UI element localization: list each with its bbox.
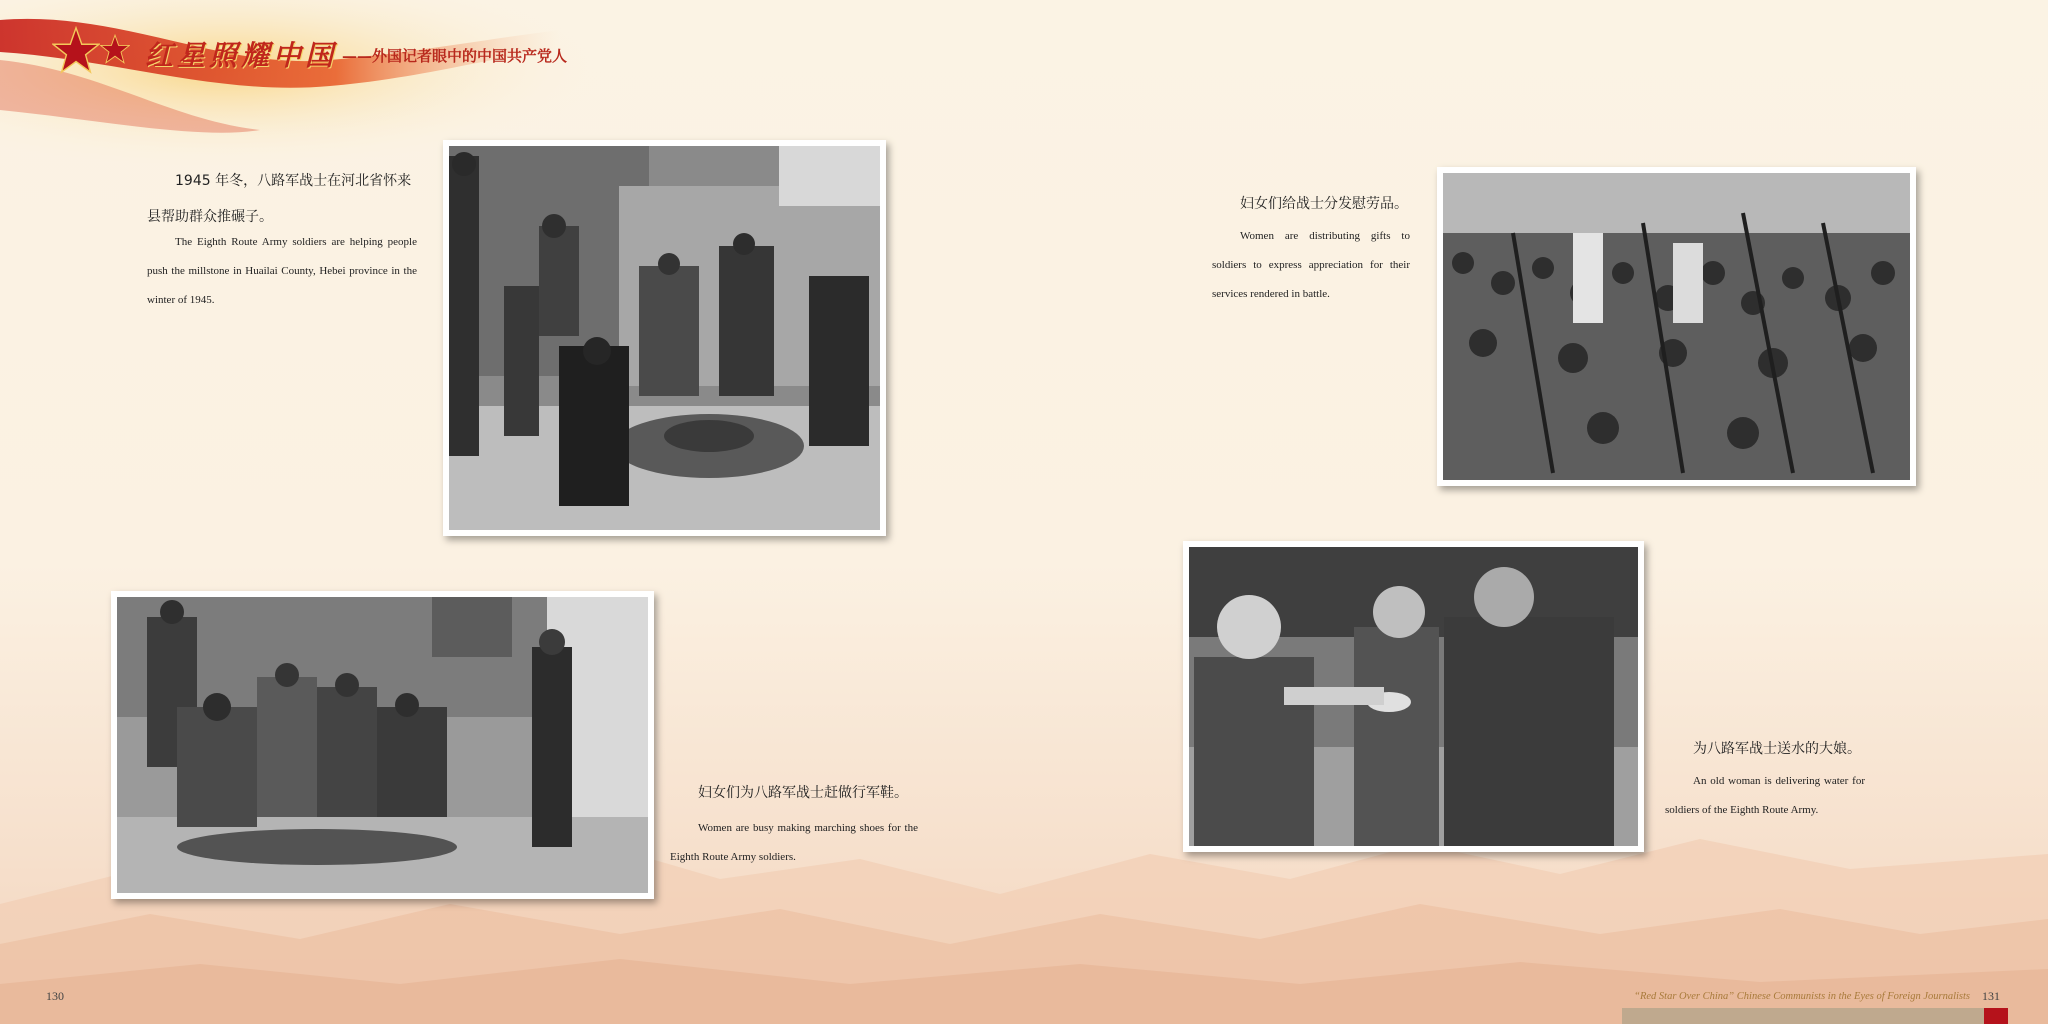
water-photo (1183, 541, 1644, 852)
millstone-photo (443, 140, 886, 536)
page-number-left: 130 (46, 989, 64, 1003)
shoes-photo (111, 591, 654, 899)
running-footer-title: “Red Star Over China” Chinese Communists in the Eyes of Foreign Journalists (1634, 991, 1970, 1002)
shoes-caption-cn: 妇女们为八路军战士赶做行军鞋。 (698, 785, 908, 801)
shoes-caption-en: Women are busy making marching shoes for the Eighth Route Army soldiers. (670, 822, 918, 863)
gifts-caption-cn: 妇女们给战士分发慰劳品。 (1240, 196, 1408, 212)
water-caption-en: An old woman is delivering water for soldiers of the Eighth Route Army. (1665, 775, 1865, 816)
water-caption-cn: 为八路军战士送水的大娘。 (1693, 741, 1861, 757)
footer-bar (1622, 1008, 1984, 1024)
page-number-right: 131 (1982, 989, 2000, 1003)
gifts-photo (1437, 167, 1916, 486)
footer-red-block (1984, 1008, 2008, 1024)
red-star-icon (100, 34, 130, 64)
book-subtitle: ——外国记者眼中的中国共产党人 (342, 47, 568, 65)
millstone-caption-en: The Eighth Route Army soldiers are helping people push the millstone in Huailai County, Hebei province in the winter of 1945. (147, 236, 417, 306)
gifts-caption-en: Women are distributing gifts to soldiers to express appreciation for their services rendered in battle. (1212, 230, 1410, 300)
red-star-icon (52, 26, 100, 74)
millstone-caption-cn: 1945 年冬，八路军战士在河北省怀来县帮助群众推碾子。 (147, 173, 412, 225)
book-title: 红星照耀中国 (145, 39, 338, 72)
